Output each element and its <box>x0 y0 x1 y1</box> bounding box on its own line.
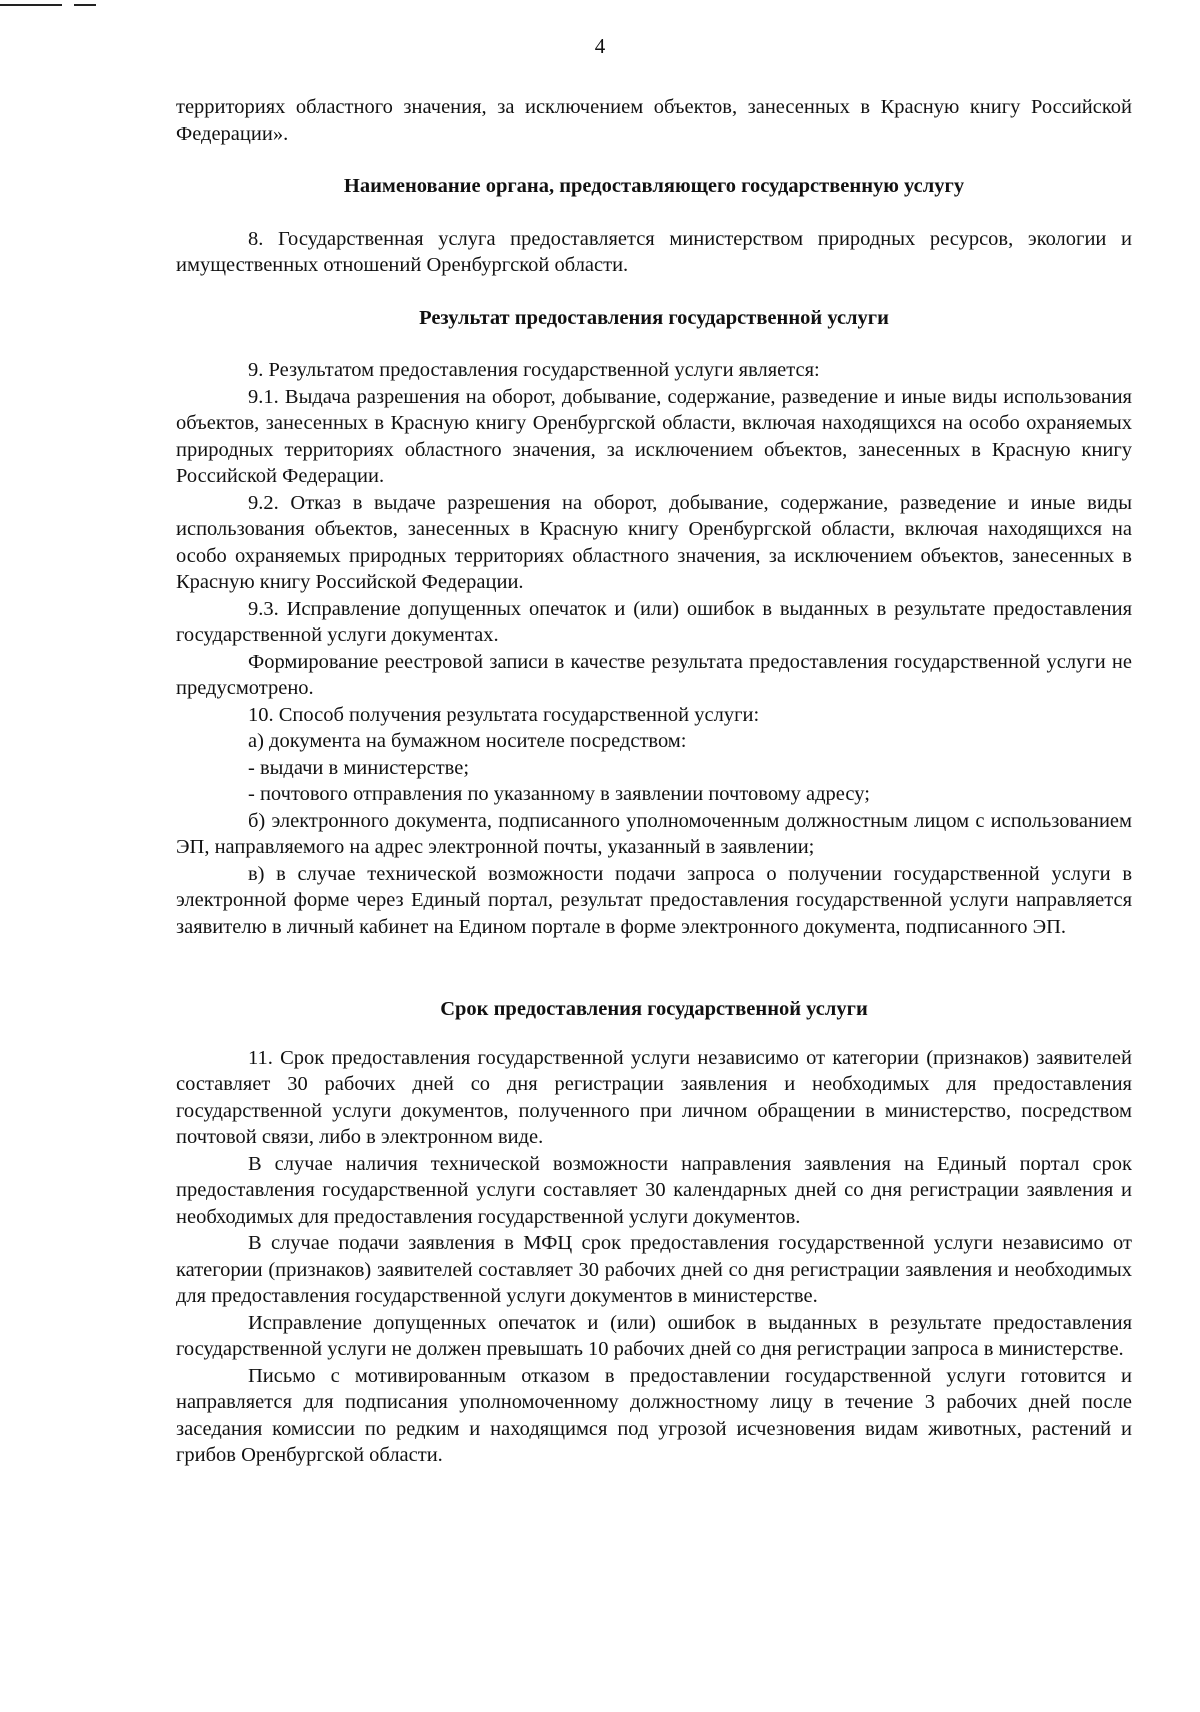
paragraph: 8. Государственная услуга предоставляется министерством природных ресурсов, экологии и имущественных отношений Оренбургской области. <box>176 227 1132 276</box>
list-item: а) документа на бумажном носителе посредством: <box>248 730 687 752</box>
section-heading: Срок предоставления государственной услуги <box>440 998 868 1020</box>
paragraph: 9.2. Отказ в выдаче разрешения на оборот, добывание, содержание, разведение и иные виды использования объектов, занесенных в Красную книгу Оренбургской области, включая находящихся на особо охраняемых природных территориях областного значения, за исключением объектов, занесенных в Красную книгу Российской Федерации. <box>176 491 1132 593</box>
list-item: б) электронного документа, подписанного уполномоченным должностным лицом с использованием ЭП, направляемого на адрес электронной почты, указанный в заявлении; <box>176 809 1132 858</box>
paragraph: 9.1. Выдача разрешения на оборот, добывание, содержание, разведение и иные виды использования объектов, занесенных в Красную книгу Оренбургской области, включая находящихся на особо охраняемых природных территориях областного значения, за исключением объектов, занесенных в Красную книгу Российской Федерации. <box>176 385 1132 487</box>
list-item: - почтового отправления по указанному в заявлении почтовому адресу; <box>248 783 870 805</box>
list-item: - выдачи в министерстве; <box>248 756 470 779</box>
page-number: 4 <box>594 34 606 58</box>
paragraph: Формирование реестровой записи в качестве результата предоставления государственной услуги не предусмотрено. <box>176 650 1132 699</box>
scan-edge-mark <box>0 4 62 6</box>
paragraph: Исправление допущенных опечаток и (или) ошибок в выданных в результате предоставления государственной услуги не должен превышать 10 рабочих дней со дня регистрации запроса в министерстве. <box>176 1311 1132 1360</box>
paragraph: В случае наличия технической возможности направления заявления на Единый портал срок предоставления государственной услуги составляет 30 календарных дней со дня регистрации заявления и необходимых для предоставления государственной услуги документов. <box>176 1152 1132 1228</box>
paragraph: В случае подачи заявления в МФЦ срок предоставления государственной услуги независимо от категории (признаков) заявителей составляет 30 рабочих дней со дня регистрации заявления и необходимых для предоставления государственной услуги документов в министерстве. <box>176 1232 1132 1307</box>
paragraph: 9.3. Исправление допущенных опечаток и (или) ошибок в выданных в результате предоставления государственной услуги документах. <box>176 597 1132 646</box>
paragraph: территориях областного значения, за исключением объектов, занесенных в Красную книгу Российской Федерации». <box>176 96 1132 145</box>
list-item: в) в случае технической возможности подачи запроса о получении государственной услуги в электронной форме через Единый портал, результат предоставления государственной услуги направляется заявителю в личный кабинет на Едином портале в форме электронного документа, подписанного ЭП. <box>176 862 1132 938</box>
paragraph: 11. Срок предоставления государственной услуги независимо от категории (признаков) заявителей составляет 30 рабочих дней со дня регистрации заявления и необходимых для предоставления государственной услуги документов, полученного при личном обращении в министерство, посредством почтовой связи, либо в электронном виде. <box>176 1046 1132 1148</box>
paragraph: 10. Способ получения результата государственной услуги: <box>248 703 760 726</box>
document-body <box>176 94 1132 1469</box>
section-heading: Наименование органа, предоставляющего государственную услугу <box>343 175 965 197</box>
paragraph: 9. Результатом предоставления государственной услуги является: <box>248 359 820 381</box>
paragraph: Письмо с мотивированным отказом в предоставлении государственной услуги готовится и направляется для подписания уполномоченному должностному лицу в течение 3 рабочих дней после заседания комиссии по редким и находящимся под угрозой исчезновения видам животных, растений и грибов Оренбургской области. <box>176 1364 1132 1466</box>
section-heading: Результат предоставления государственной услуги <box>419 306 889 329</box>
scan-edge-mark <box>74 4 96 6</box>
